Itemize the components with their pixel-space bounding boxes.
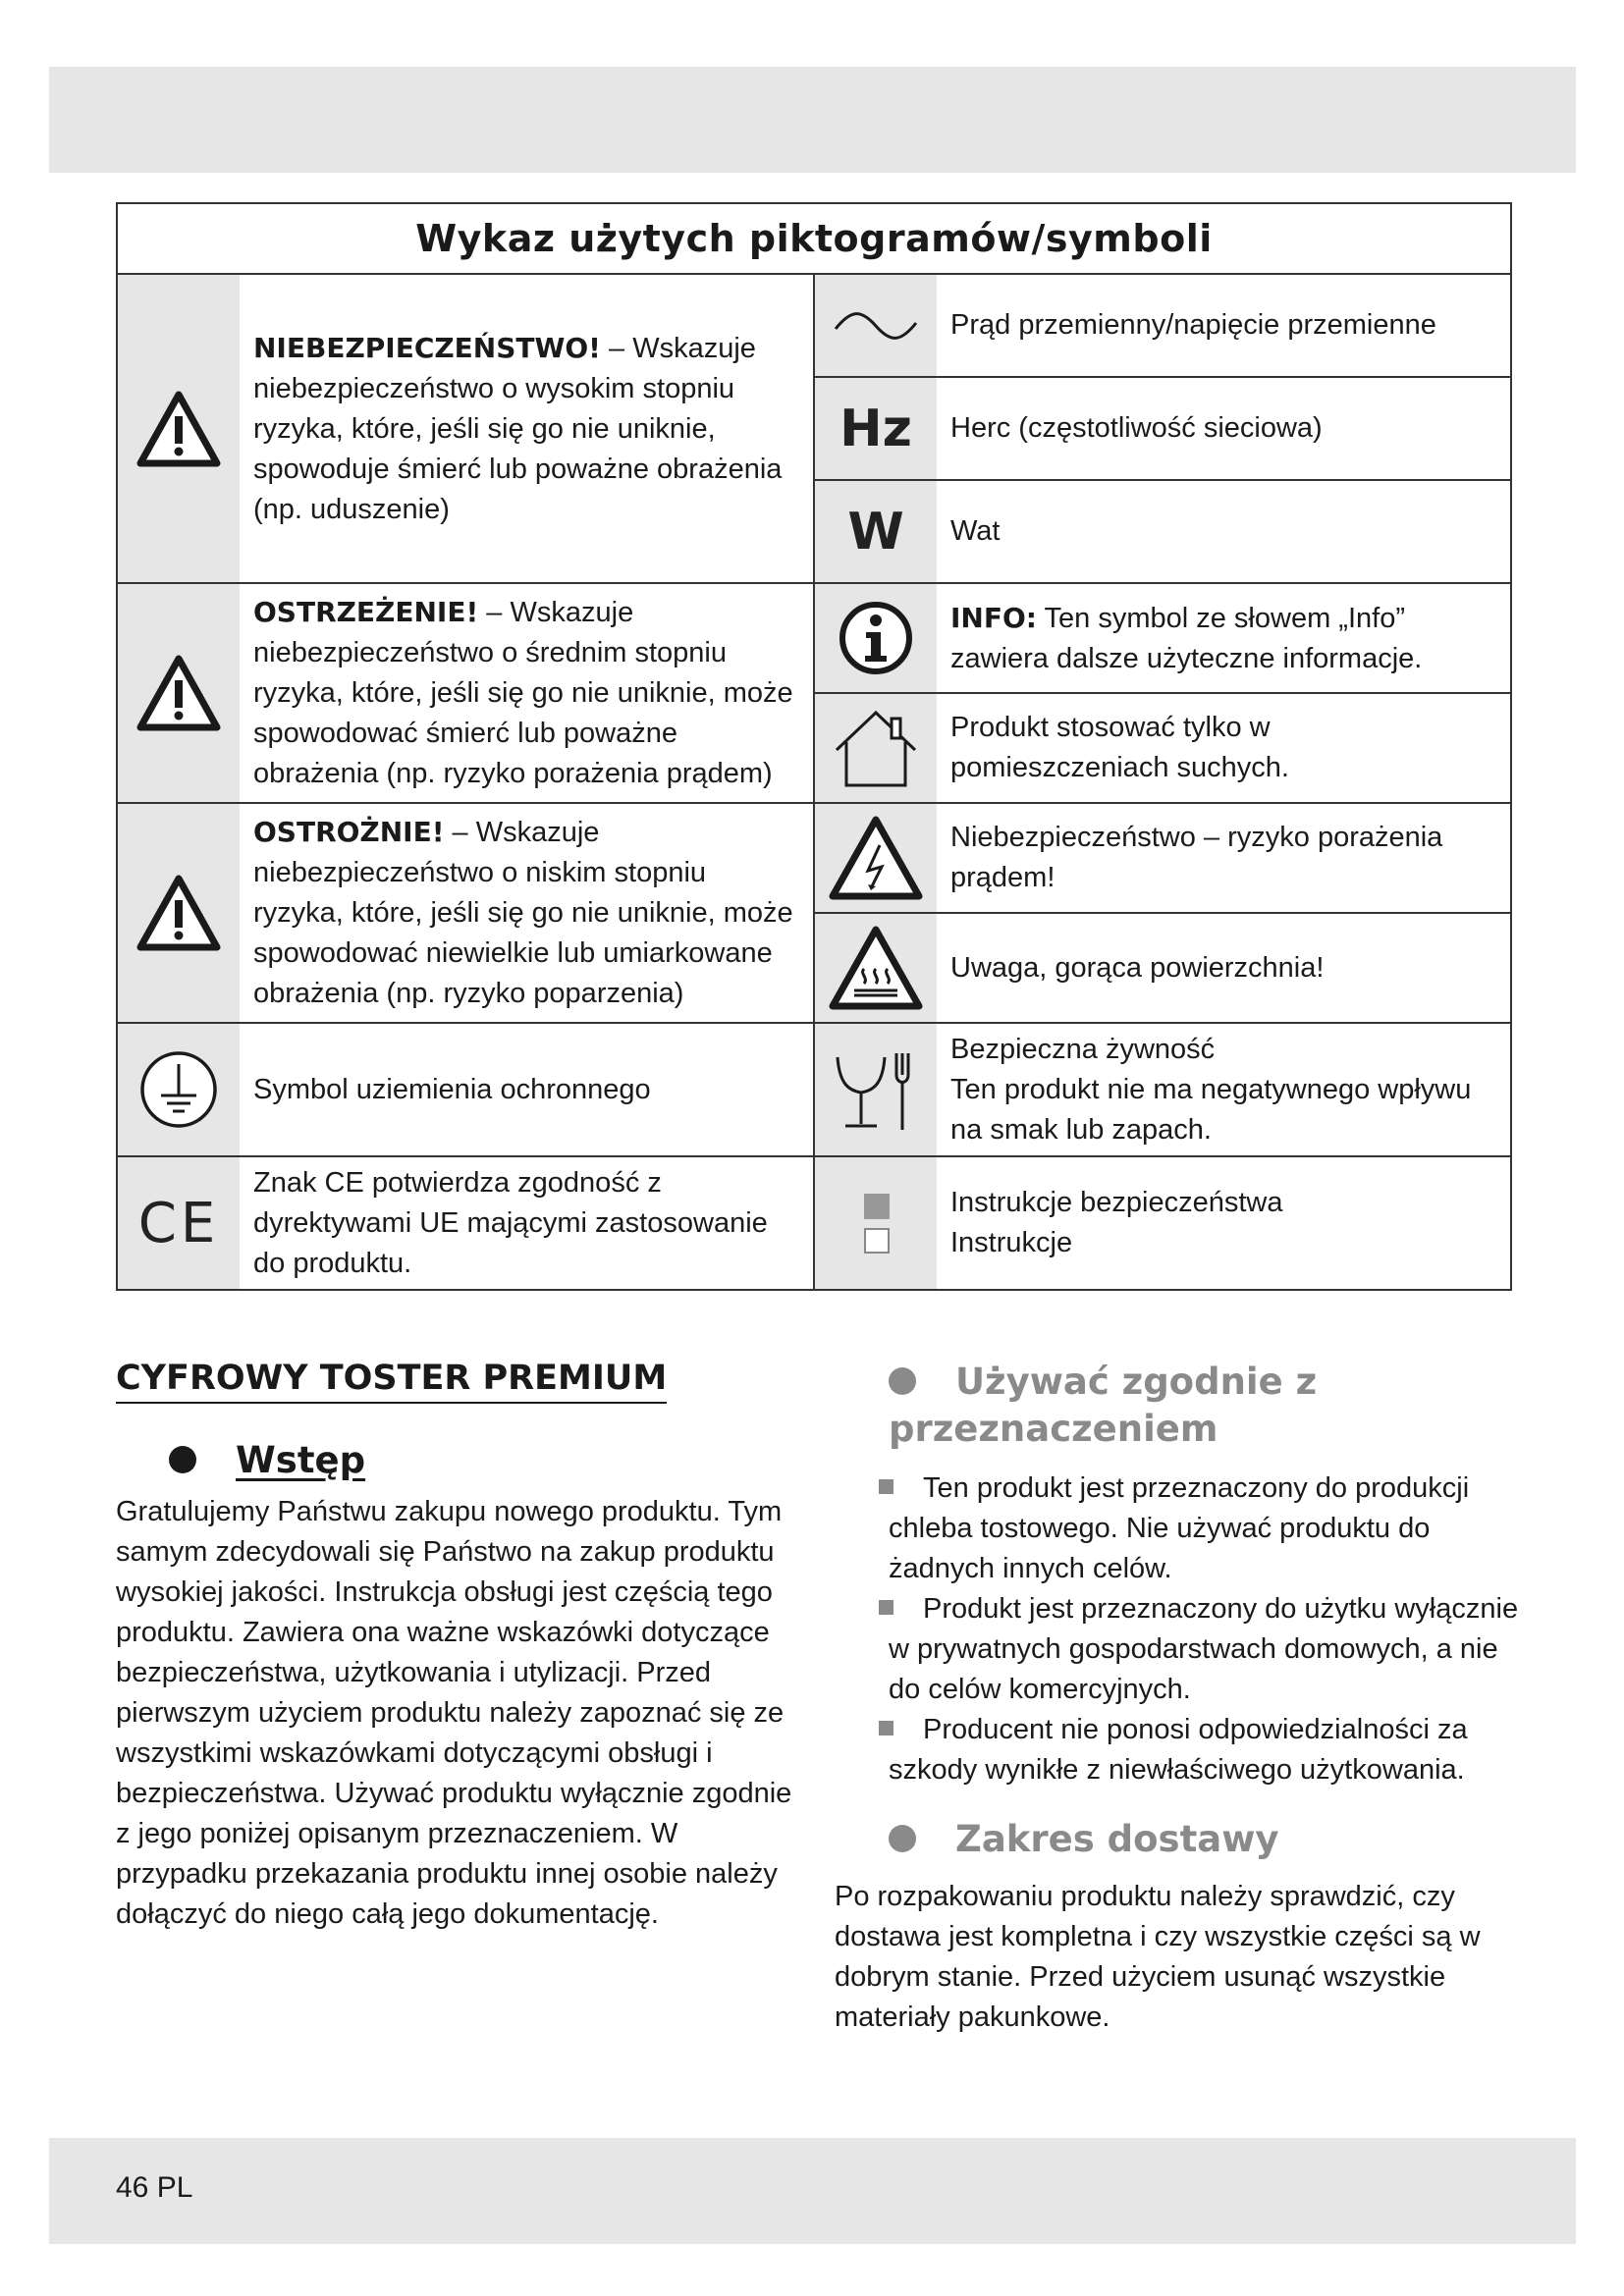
bullet-dot-icon [889,1825,916,1852]
hot-surface-icon [814,913,937,1023]
info-text: INFO: Ten symbol ze słowem „Info” zawiera dalsze użyteczne informacje. [937,583,1511,693]
list-item: Produkt jest przeznaczony do użytku wyłącznie w prywatnych gospodarstwach domowych, a nie do celów komercyjnych. [889,1589,1537,1710]
square-markers-text: Instrukcje bezpieczeństwa Instrukcje [937,1156,1511,1290]
house-icon [814,693,937,803]
hertz-text: Herc (częstotliwość sieciowa) [937,377,1511,480]
square-bullet-icon [879,1600,893,1615]
square-bullet-icon [879,1479,893,1494]
danger-description: NIEBEZPIECZEŃSTWO! – Wskazuje niebezpieczeństwo o wysokim stopniu ryzyka, które, jeśli się go nie uniknie, spowoduje śmierć lub poważne obrażenia (np. uduszenie) [240,274,814,583]
hertz-icon: Hz [814,377,937,480]
intro-heading: Wstęp [169,1439,365,1481]
list-item: Producent nie ponosi odpowiedzialności za szkody wynikłe z niewłaściwego użytkowania. [889,1710,1537,1790]
ground-text: Symbol uziemienia ochronnego [240,1023,814,1156]
alternating-current-text: Prąd przemienny/napięcie przemienne [937,274,1511,377]
house-text: Produkt stosować tylko w pomieszczeniach suchych. [937,693,1511,803]
electric-shock-text: Niebezpieczeństwo – ryzyko porażenia prądem! [937,803,1511,913]
electric-shock-icon [814,803,937,913]
page-number: 46 PL [116,2171,193,2204]
bullet-dot-icon [169,1446,196,1473]
warning-triangle-icon [117,583,240,803]
alternating-current-icon [814,274,937,377]
bullet-dot-icon [889,1367,916,1395]
footer-band [49,2138,1576,2244]
square-bullet-icon [879,1721,893,1735]
delivery-heading: Zakres dostawy [889,1818,1279,1860]
ground-icon [117,1023,240,1156]
hot-surface-text: Uwaga, gorąca powierzchnia! [937,913,1511,1023]
table-title: Wykaz użytych piktogramów/symboli [117,203,1511,274]
food-safe-text: Bezpieczna żywność Ten produkt nie ma negatywnego wpływu na smak lub zapach. [937,1023,1511,1156]
ce-mark-text: Znak CE potwierdza zgodność z dyrektywami UE mającymi zastosowanie do produktu. [240,1156,814,1290]
warning-description: OSTRZEŻENIE! – Wskazuje niebezpieczeństwo o średnim stopniu ryzyka, które, jeśli się go nie uniknie, może spowodować śmierć lub poważne obrażenia (np. ryzyko porażenia prądem) [240,583,814,803]
square-markers-icon [814,1156,937,1290]
ce-mark-icon: CE [117,1156,240,1290]
intro-text: Gratulujemy Państwu zakupu nowego produktu. Tym samym zdecydowali się Państwo na zakup produktu wysokiej jakości. Instrukcja obsługi jest częścią tego produktu. Zawiera ona ważne wskazówki dotyczące bezpieczeństwa, użytkowania i utylizacji. Przed pierwszym użyciem produktu należy zapoznać się ze wszystkimi wskazówkami dotyczącymi obsługi i bezpieczeństwa. Używać produktu wyłącznie zgodnie z jego poniżej opisanym przeznaczeniem. W przypadku przekazania produktu innej osobie należy dołączyć do niego całą jego dokumentację. [116,1496,792,1930]
list-item: Ten produkt jest przeznaczony do produkcji chleba tostowego. Nie używać produktu do żadnych innych celów. [889,1468,1537,1589]
watt-text: Wat [937,480,1511,583]
pictogram-table [116,202,1512,1291]
info-icon [814,583,937,693]
warning-triangle-icon [117,274,240,583]
delivery-text: Po rozpakowaniu produktu należy sprawdzić, czy dostawa jest kompletna i czy wszystkie części są w dobrym stanie. Przed użyciem usunąć wszystkie materiały pakunkowe. [835,1881,1481,2033]
warning-triangle-icon [117,803,240,1023]
intended-use-heading: Używać zgodnie z przeznaczeniem [889,1361,1318,1450]
caution-description: OSTROŻNIE! – Wskazuje niebezpieczeństwo o niskim stopniu ryzyka, które, jeśli się go nie uniknie, może spowodować niewielkie lub umiarkowane obrażenia (np. ryzyko poparzenia) [240,803,814,1023]
food-safe-icon [814,1023,937,1156]
watt-icon: W [814,480,937,583]
intended-use-list [889,1468,1537,1790]
product-title: CYFROWY TOSTER PREMIUM [116,1359,667,1404]
header-band [49,67,1576,173]
